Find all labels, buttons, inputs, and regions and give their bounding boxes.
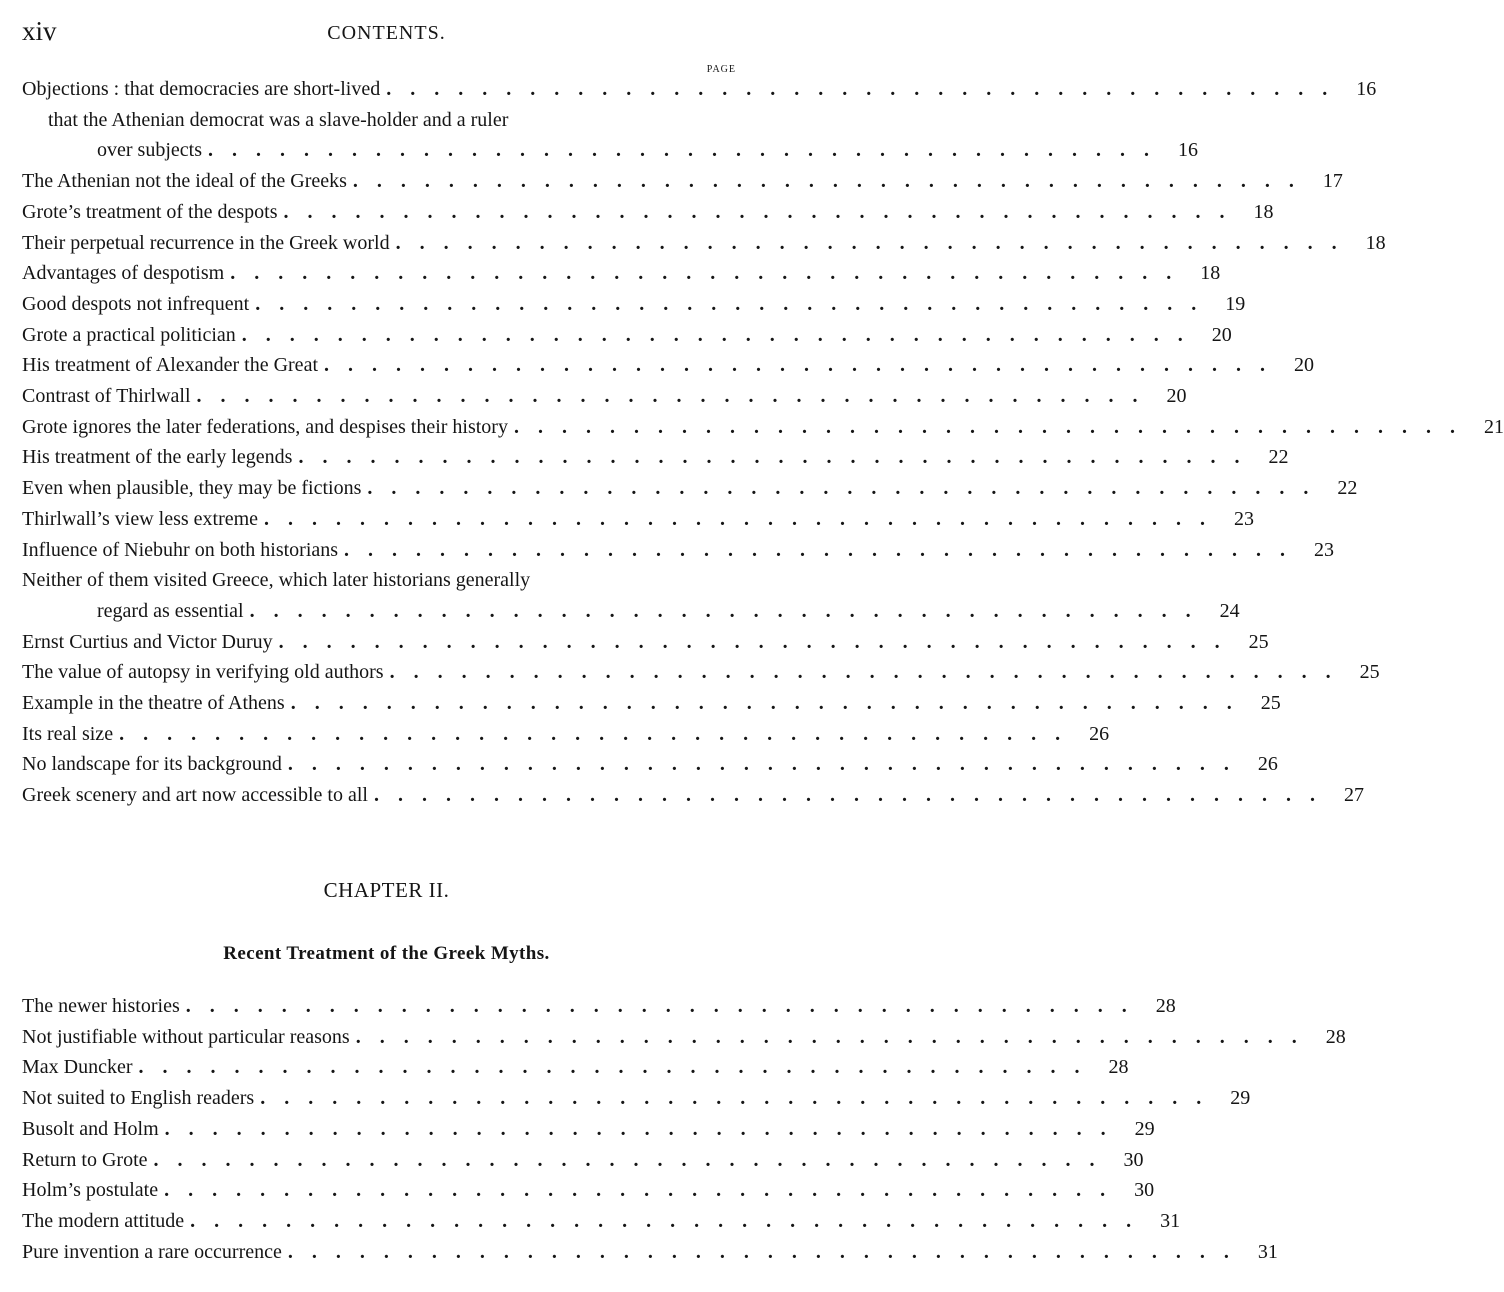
contents-entry [22, 535, 1335, 566]
entry-title: that the Athenian democrat was a slave-holder and a ruler [48, 108, 509, 131]
dot-leader: ........................................ [389, 661, 1350, 684]
entry-page-number: 26 [1089, 722, 1110, 745]
entry-page-number: 29 [1134, 1117, 1155, 1140]
dot-leader: ........................................ [298, 446, 1259, 469]
dot-leader: ........................................ [249, 599, 1210, 622]
dot-leader: ........................................ [367, 477, 1328, 500]
entry-page-number: 24 [1219, 599, 1240, 622]
entry-page-number: 19 [1225, 292, 1246, 315]
contents-entry [22, 381, 1187, 412]
dot-leader: ........................................ [355, 1025, 1316, 1048]
entry-title: Grote a practical politician [22, 323, 236, 346]
entry-page-number: 30 [1123, 1148, 1144, 1171]
contents-entry [22, 1114, 1155, 1145]
dot-leader: ........................................ [283, 200, 1244, 223]
entry-page-number: 20 [1294, 354, 1314, 377]
entry-title: Neither of them visited Greece, which later historians generally [22, 569, 531, 592]
entry-page-number: 30 [1134, 1179, 1155, 1202]
entry-page-number: 29 [1230, 1087, 1251, 1110]
entry-title: Holm’s postulate [22, 1179, 159, 1202]
entry-page-number: 16 [1177, 139, 1198, 162]
dot-leader: ........................................ [395, 231, 1356, 254]
entry-page-number: 26 [1257, 753, 1278, 776]
entry-title: The modern attitude [22, 1209, 185, 1232]
contents-entry [22, 1206, 1181, 1237]
entry-title: Not justifiable without particular reasons [22, 1025, 350, 1048]
contents-entry [22, 74, 1377, 105]
entry-page-number: 28 [1325, 1025, 1346, 1048]
entry-title: Max Duncker [22, 1056, 133, 1079]
contents-entry [22, 1022, 1346, 1053]
dot-leader: ........................................ [290, 692, 1251, 715]
page-column-label: PAGE [706, 64, 736, 75]
contents-entry [22, 991, 1176, 1022]
contents-entry [22, 780, 1364, 811]
entry-page-number: 25 [1248, 630, 1269, 653]
contents-entry [22, 412, 1504, 443]
entry-page-number: 21 [1483, 415, 1504, 438]
contents-entry [22, 1145, 1144, 1176]
contents-entry [22, 1052, 1129, 1083]
entry-title: His treatment of Alexander the Great [22, 354, 318, 377]
entry-title-continued: over subjects [97, 139, 202, 162]
contents-entry [22, 442, 1289, 473]
entry-page-number: 16 [1356, 78, 1377, 100]
dot-leader: ........................................ [344, 538, 1305, 561]
entry-page-number: 18 [1200, 262, 1221, 285]
contents-entry [22, 289, 1246, 320]
contents-entry [22, 749, 1278, 780]
entry-title: Grote’s treatment of the despots [22, 200, 278, 223]
dot-leader: ........................................ [386, 78, 1347, 100]
contents-entry [22, 1175, 1155, 1206]
entry-title: Their perpetual recurrence in the Greek world [22, 231, 390, 254]
entry-title: Greek scenery and art now accessible to all [22, 784, 368, 807]
contents-entry [22, 197, 1274, 228]
entry-title: Advantages of despotism [22, 262, 225, 285]
entry-page-number: 28 [1108, 1056, 1129, 1079]
dot-leader: ........................................ [513, 415, 1474, 438]
dot-leader: ........................................ [185, 995, 1146, 1017]
contents-entry [22, 320, 1232, 351]
entry-page-number: 27 [1343, 784, 1364, 807]
dot-leader: ........................................ [119, 722, 1080, 745]
dot-leader: ........................................ [241, 323, 1202, 346]
entry-title: Busolt and Holm [22, 1117, 159, 1140]
entry-title-continued: regard as essential [97, 599, 244, 622]
entry-page-number: 28 [1155, 995, 1176, 1017]
entry-page-number: 31 [1257, 1240, 1278, 1263]
entry-title: The Athenian not the ideal of the Greeks [22, 170, 347, 193]
dot-leader: ........................................ [164, 1117, 1125, 1140]
entry-title: Objections : that democracies are short-lived [22, 78, 381, 100]
dot-leader: ........................................ [207, 139, 1168, 162]
entry-title: Its real size [22, 722, 114, 745]
contents-entry [22, 1083, 1251, 1114]
contents-entry [22, 350, 1314, 381]
dot-leader: ........................................ [287, 753, 1248, 776]
entry-page-number: 22 [1268, 446, 1289, 469]
contents-entry [22, 473, 1358, 504]
entry-page-number: 18 [1253, 200, 1274, 223]
chapter-title: CHAPTER II. [323, 878, 450, 902]
entry-page-number: 31 [1160, 1209, 1181, 1232]
entry-title: The newer histories [22, 995, 180, 1017]
entry-page-number: 25 [1359, 661, 1380, 684]
entry-title: Example in the theatre of Athens [22, 692, 285, 715]
entry-title: No landscape for its background [22, 753, 282, 776]
dot-leader: ........................................ [190, 1209, 1151, 1232]
entry-title: Thirlwall’s view less extreme [22, 507, 259, 530]
contents-entry [22, 657, 1380, 688]
entry-title: Grote ignores the later federations, and despises their history [22, 415, 508, 438]
entry-title: The value of autopsy in verifying old authors [22, 661, 384, 684]
contents-entry [22, 719, 1110, 750]
contents-entry [22, 627, 1269, 658]
entry-title: Contrast of Thirlwall [22, 385, 191, 408]
entry-title: Pure invention a rare occurrence [22, 1240, 282, 1263]
entry-title: Good despots not infrequent [22, 292, 250, 315]
entry-title: Return to Grote [22, 1148, 148, 1171]
page-folio: xiv [22, 16, 57, 46]
dot-leader: ........................................ [196, 385, 1157, 408]
contents-entry [22, 105, 1198, 166]
entry-title: His treatment of the early legends [22, 446, 293, 469]
entry-page-number: 23 [1314, 538, 1335, 561]
dot-leader: ........................................ [264, 507, 1225, 530]
dot-leader: ........................................ [164, 1179, 1125, 1202]
entry-page-number: 20 [1211, 323, 1232, 346]
entry-page-number: 22 [1337, 477, 1358, 500]
entry-title: Ernst Curtius and Victor Duruy [22, 630, 273, 653]
chapter-subtitle: Recent Treatment of the Greek Myths. [223, 943, 550, 964]
entry-page-number: 17 [1322, 170, 1343, 193]
entry-page-number: 23 [1234, 507, 1255, 530]
entry-page-number: 18 [1365, 231, 1386, 254]
contents-list-chapter-1 [22, 74, 1504, 811]
dot-leader: ........................................ [373, 784, 1334, 807]
dot-leader: ........................................ [324, 354, 1284, 377]
contents-entry [22, 1237, 1278, 1268]
contents-entry [22, 688, 1281, 719]
dot-leader: ........................................ [138, 1056, 1099, 1079]
running-head: CONTENTS. [327, 22, 446, 44]
dot-leader: ........................................ [153, 1148, 1114, 1171]
dot-leader: ........................................ [230, 262, 1191, 285]
contents-entry [22, 565, 1240, 626]
contents-entry [22, 166, 1343, 197]
entry-title: Influence of Niebuhr on both historians [22, 538, 339, 561]
dot-leader: ........................................ [287, 1240, 1248, 1263]
entry-page-number: 20 [1166, 385, 1187, 408]
entry-title: Even when plausible, they may be fictions [22, 477, 362, 500]
contents-entry [22, 228, 1386, 259]
contents-entry [22, 258, 1221, 289]
dot-leader: ........................................ [352, 170, 1313, 193]
dot-leader: ........................................ [255, 292, 1216, 315]
entry-page-number: 25 [1260, 692, 1281, 715]
entry-title: Not suited to English readers [22, 1087, 255, 1110]
contents-entry [22, 504, 1255, 535]
contents-list-chapter-2 [22, 991, 1346, 1267]
dot-leader: ........................................ [260, 1087, 1221, 1110]
dot-leader: ........................................ [278, 630, 1239, 653]
